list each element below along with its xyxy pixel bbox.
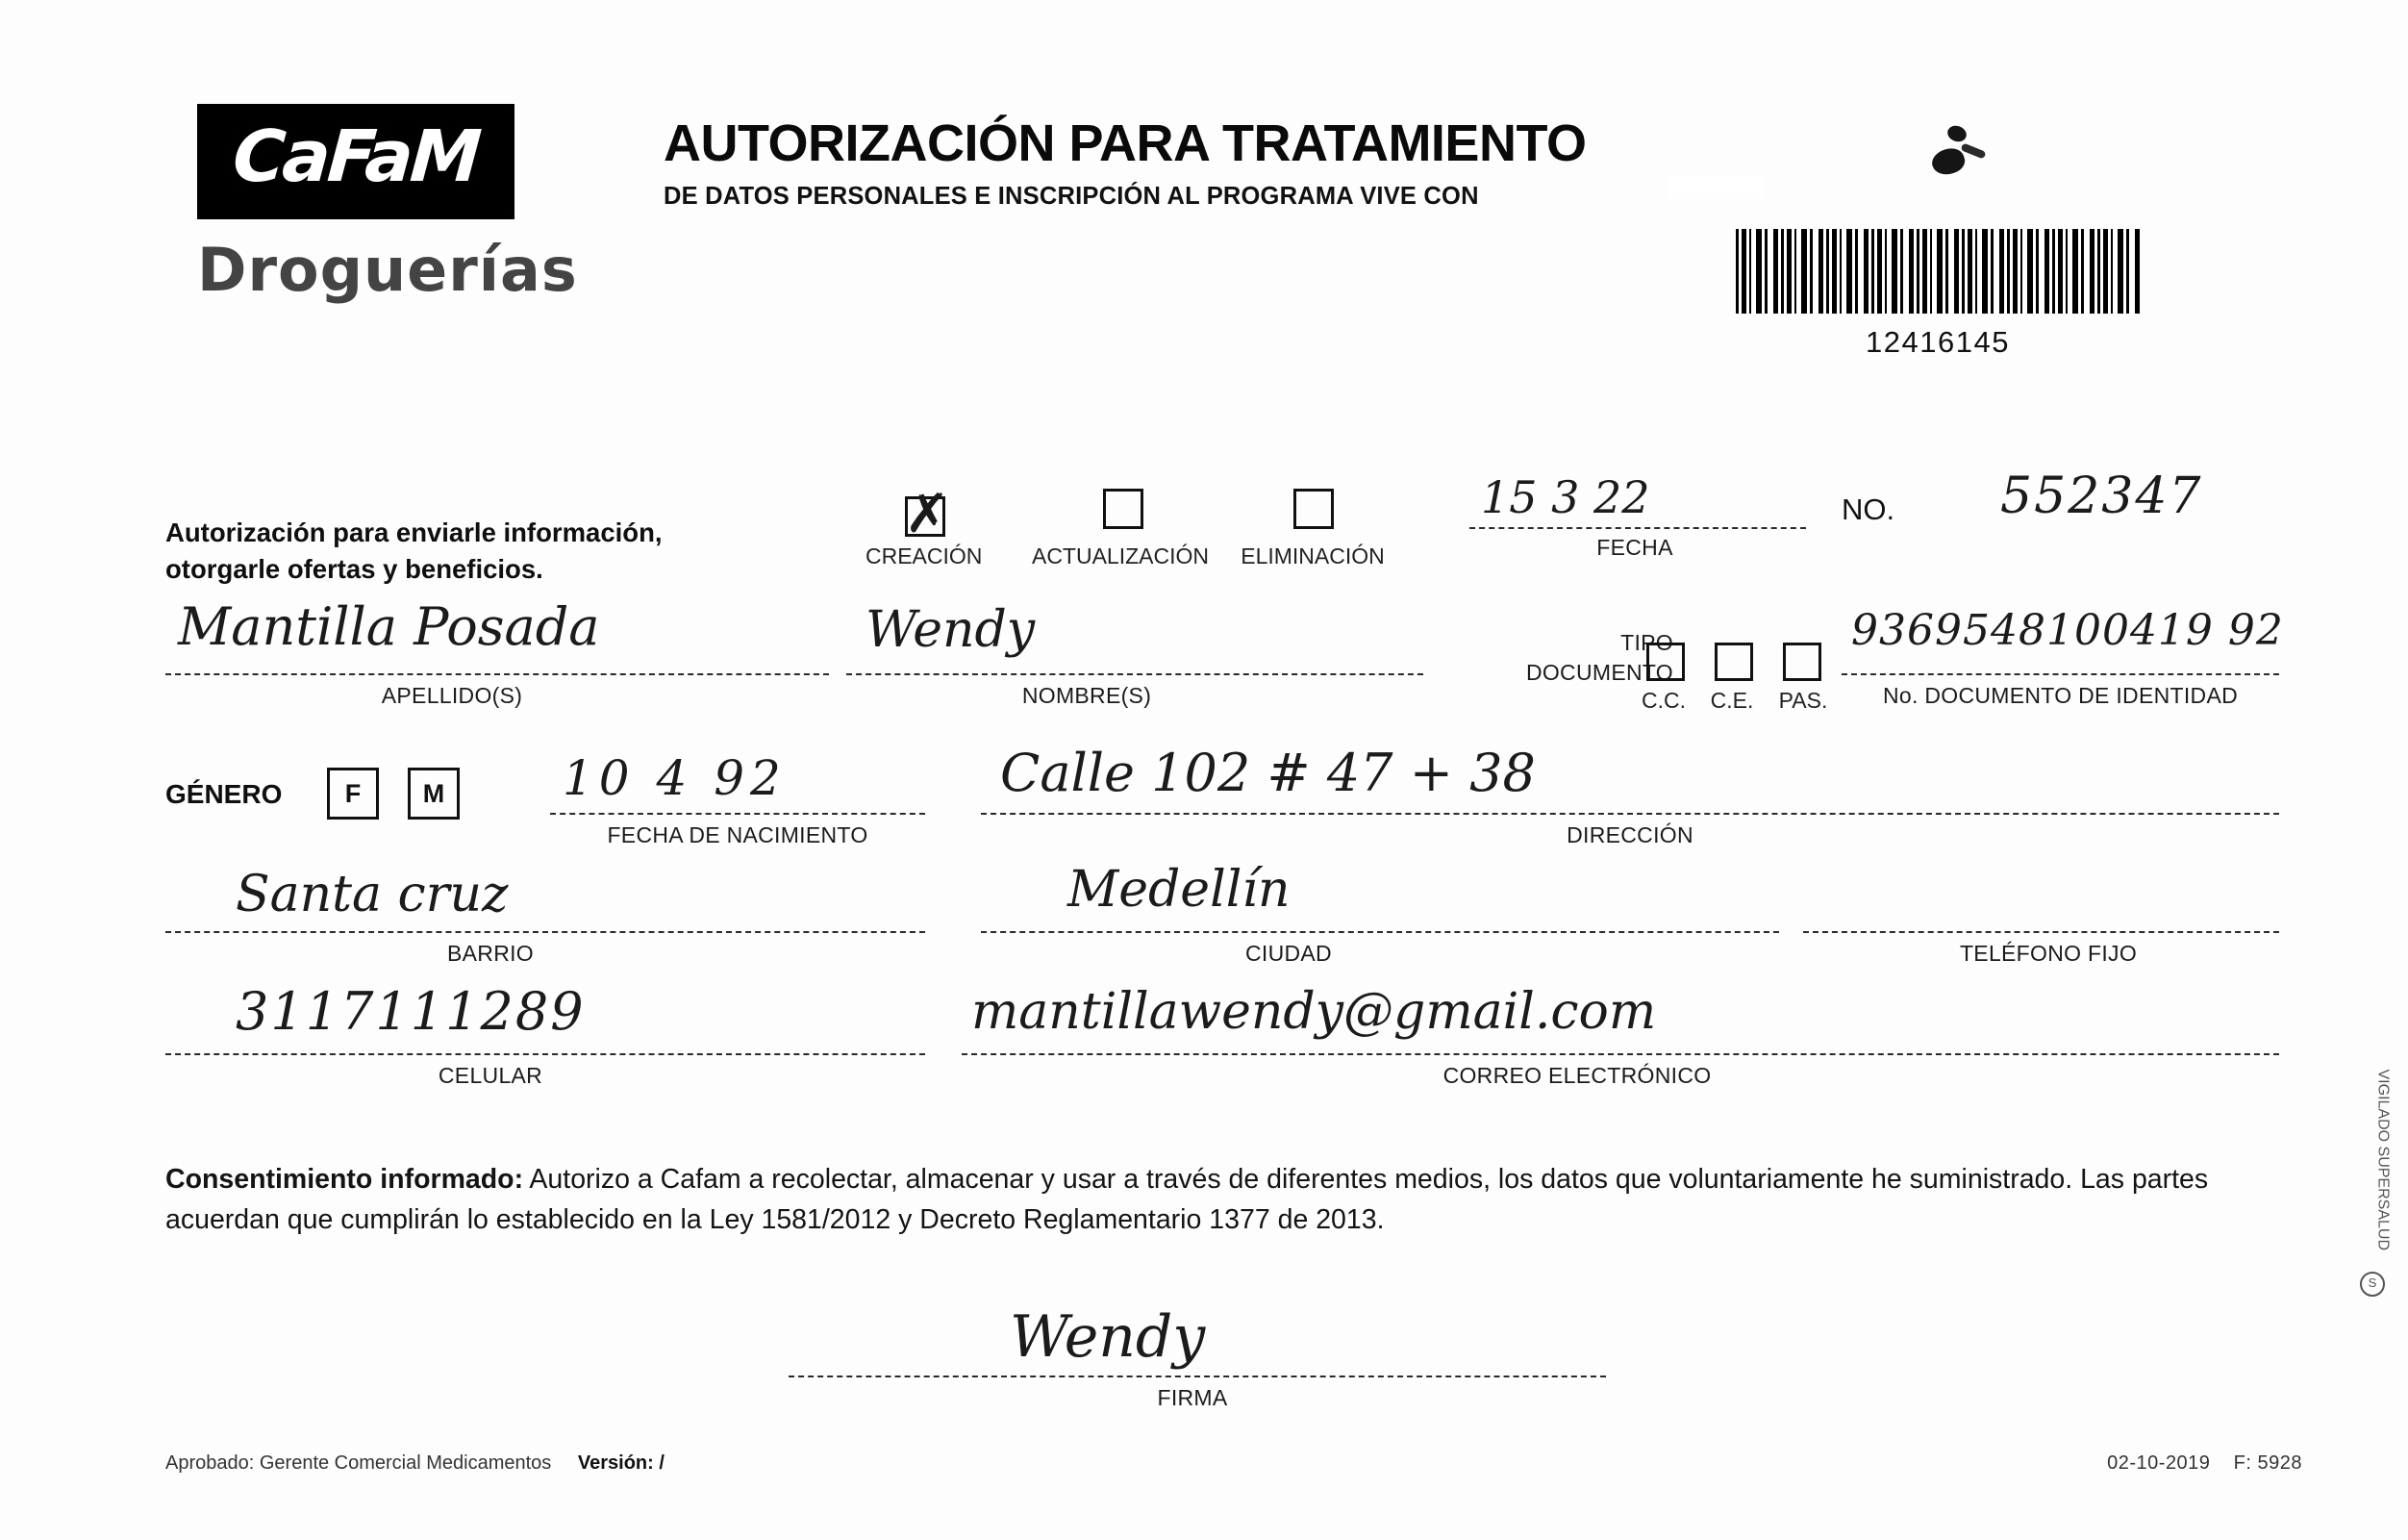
tipo-documento-label-line1: TIPO — [1620, 630, 1673, 655]
barcode-block — [1736, 229, 2140, 360]
numero-label: NO. — [1842, 492, 1895, 526]
numero-value[interactable]: 552347 — [2000, 467, 2203, 525]
ciudad-value[interactable]: Medellín — [1067, 861, 1291, 919]
apellidos-rule — [165, 673, 829, 675]
telefono-fijo-rule — [1803, 931, 2279, 933]
checkbox-actualizacion[interactable] — [1103, 489, 1143, 529]
telefono-fijo-label: TELÉFONO FIJO — [1959, 941, 2138, 966]
checkbox-eliminacion-label: ELIMINACIÓN — [1241, 543, 1385, 568]
ciudad-label: CIUDAD — [1245, 941, 1332, 966]
decorative-mark-icon — [1919, 120, 1995, 188]
consent-body: Autorizo a Cafam a recolectar, almacenar y usar a través de diferentes medios, los datos que voluntariamente he suministrado. Las partes acuerdan que cumplirán lo establecido en la Ley 1581/2012 y Decreto Reglamentario 1377 de 2013. — [165, 1164, 2209, 1235]
tipo-documento-label-line2: DOCUMENTO — [1525, 660, 1673, 685]
fecha-value[interactable]: 15 3 22 — [1481, 471, 1650, 523]
footer-date-code: 02-10-2019 — [2107, 1452, 2211, 1474]
nombres-value[interactable]: Wendy — [865, 601, 1036, 659]
footer-form-code: F: 5928 — [2233, 1452, 2302, 1474]
checkbox-creacion-label: CREACIÓN — [865, 543, 983, 568]
checkbox-cc[interactable] — [1646, 643, 1685, 681]
celular-rule — [165, 1053, 925, 1055]
page-title: AUTORIZACIÓN PARA TRATAMIENTO — [664, 114, 1587, 172]
fecha-nacimiento-value[interactable]: 10 4 92 — [563, 750, 787, 806]
consent-paragraph — [165, 1159, 2219, 1240]
authorization-text-line2: otorgarle ofertas y beneficios. — [165, 554, 543, 584]
ciudad-rule — [981, 931, 1779, 933]
checkbox-pas-label: PAS. — [1778, 688, 1828, 713]
barrio-label: BARRIO — [447, 941, 534, 966]
logo-wordmark: CaFaM — [230, 115, 482, 198]
firma-value[interactable]: Wendy — [1010, 1303, 1206, 1371]
firma-rule — [789, 1376, 1606, 1377]
checkbox-actualizacion-label: ACTUALIZACIÓN — [1031, 543, 1210, 568]
footer-right — [2107, 1452, 2302, 1475]
checkbox-eliminacion[interactable] — [1293, 489, 1334, 529]
checkbox-pas[interactable] — [1783, 643, 1821, 681]
subtitle-occlusion — [1668, 176, 1765, 199]
celular-label: CELULAR — [438, 1063, 543, 1088]
brand-logo — [197, 104, 578, 305]
genero-label: GÉNERO — [165, 779, 283, 809]
checkbox-actualizacion-mark — [1098, 480, 1152, 536]
checkbox-creacion[interactable] — [904, 483, 950, 545]
fecha-nacimiento-label: FECHA DE NACIMIENTO — [607, 822, 868, 847]
apellidos-label: APELLIDO(S) — [381, 683, 523, 708]
genero-option-m[interactable]: M — [408, 768, 460, 820]
logo-subtitle: Droguerías — [197, 235, 578, 305]
footer-left — [165, 1452, 665, 1475]
direccion-rule — [981, 813, 2279, 815]
fecha-rule — [1469, 527, 1806, 529]
documento-identidad-label: No. DOCUMENTO DE IDENTIDAD — [1882, 683, 2239, 708]
direccion-value[interactable]: Calle 102 # 47 + 38 — [1000, 743, 1536, 803]
fecha-nacimiento-rule — [550, 813, 925, 815]
nombres-label: NOMBRE(S) — [1021, 683, 1152, 708]
celular-value[interactable]: 3117111289 — [236, 981, 586, 1042]
barcode-number: 12416145 — [1866, 325, 2010, 359]
correo-rule — [962, 1053, 2279, 1055]
barrio-value[interactable]: Santa cruz — [236, 866, 509, 923]
footer-approved-by: Aprobado: Gerente Comercial Medicamentos — [165, 1452, 552, 1474]
documento-identidad-value[interactable]: 9369548100419 92 — [1851, 606, 2284, 655]
barcode-icon — [1736, 229, 2140, 314]
footer-version: Versión: / — [577, 1452, 665, 1474]
authorization-text-line1: Autorización para enviarle información, — [165, 518, 663, 547]
checkbox-ce-label: C.E. — [1710, 688, 1754, 713]
fecha-label: FECHA — [1596, 535, 1673, 560]
nombres-rule — [846, 673, 1423, 675]
barrio-rule — [165, 931, 925, 933]
checkbox-cc-label: C.C. — [1642, 688, 1686, 713]
firma-label: FIRMA — [1157, 1385, 1228, 1410]
footer-side-text: VIGILADO SUPERSALUD — [2374, 1069, 2391, 1250]
checkbox-eliminacion-mark — [1289, 480, 1342, 536]
supersalud-icon: S — [2360, 1272, 2385, 1297]
page-subtitle: DE DATOS PERSONALES E INSCRIPCIÓN AL PROGRAMA VIVE CON — [664, 183, 1479, 210]
genero-option-f[interactable]: F — [327, 768, 379, 820]
authorization-text — [165, 515, 663, 588]
consent-heading: Consentimiento informado: — [165, 1164, 524, 1195]
correo-value[interactable]: mantillawendy@gmail.com — [971, 983, 1657, 1041]
checkbox-ce[interactable] — [1715, 643, 1753, 681]
apellidos-value[interactable]: Mantilla Posada — [178, 596, 600, 657]
checkbox-creacion-mark: ✗ — [904, 483, 950, 545]
correo-label: CORREO ELECTRÓNICO — [1442, 1063, 1712, 1088]
logo-box — [197, 104, 514, 219]
direccion-label: DIRECCIÓN — [1567, 822, 1693, 847]
documento-identidad-rule — [1842, 673, 2279, 675]
